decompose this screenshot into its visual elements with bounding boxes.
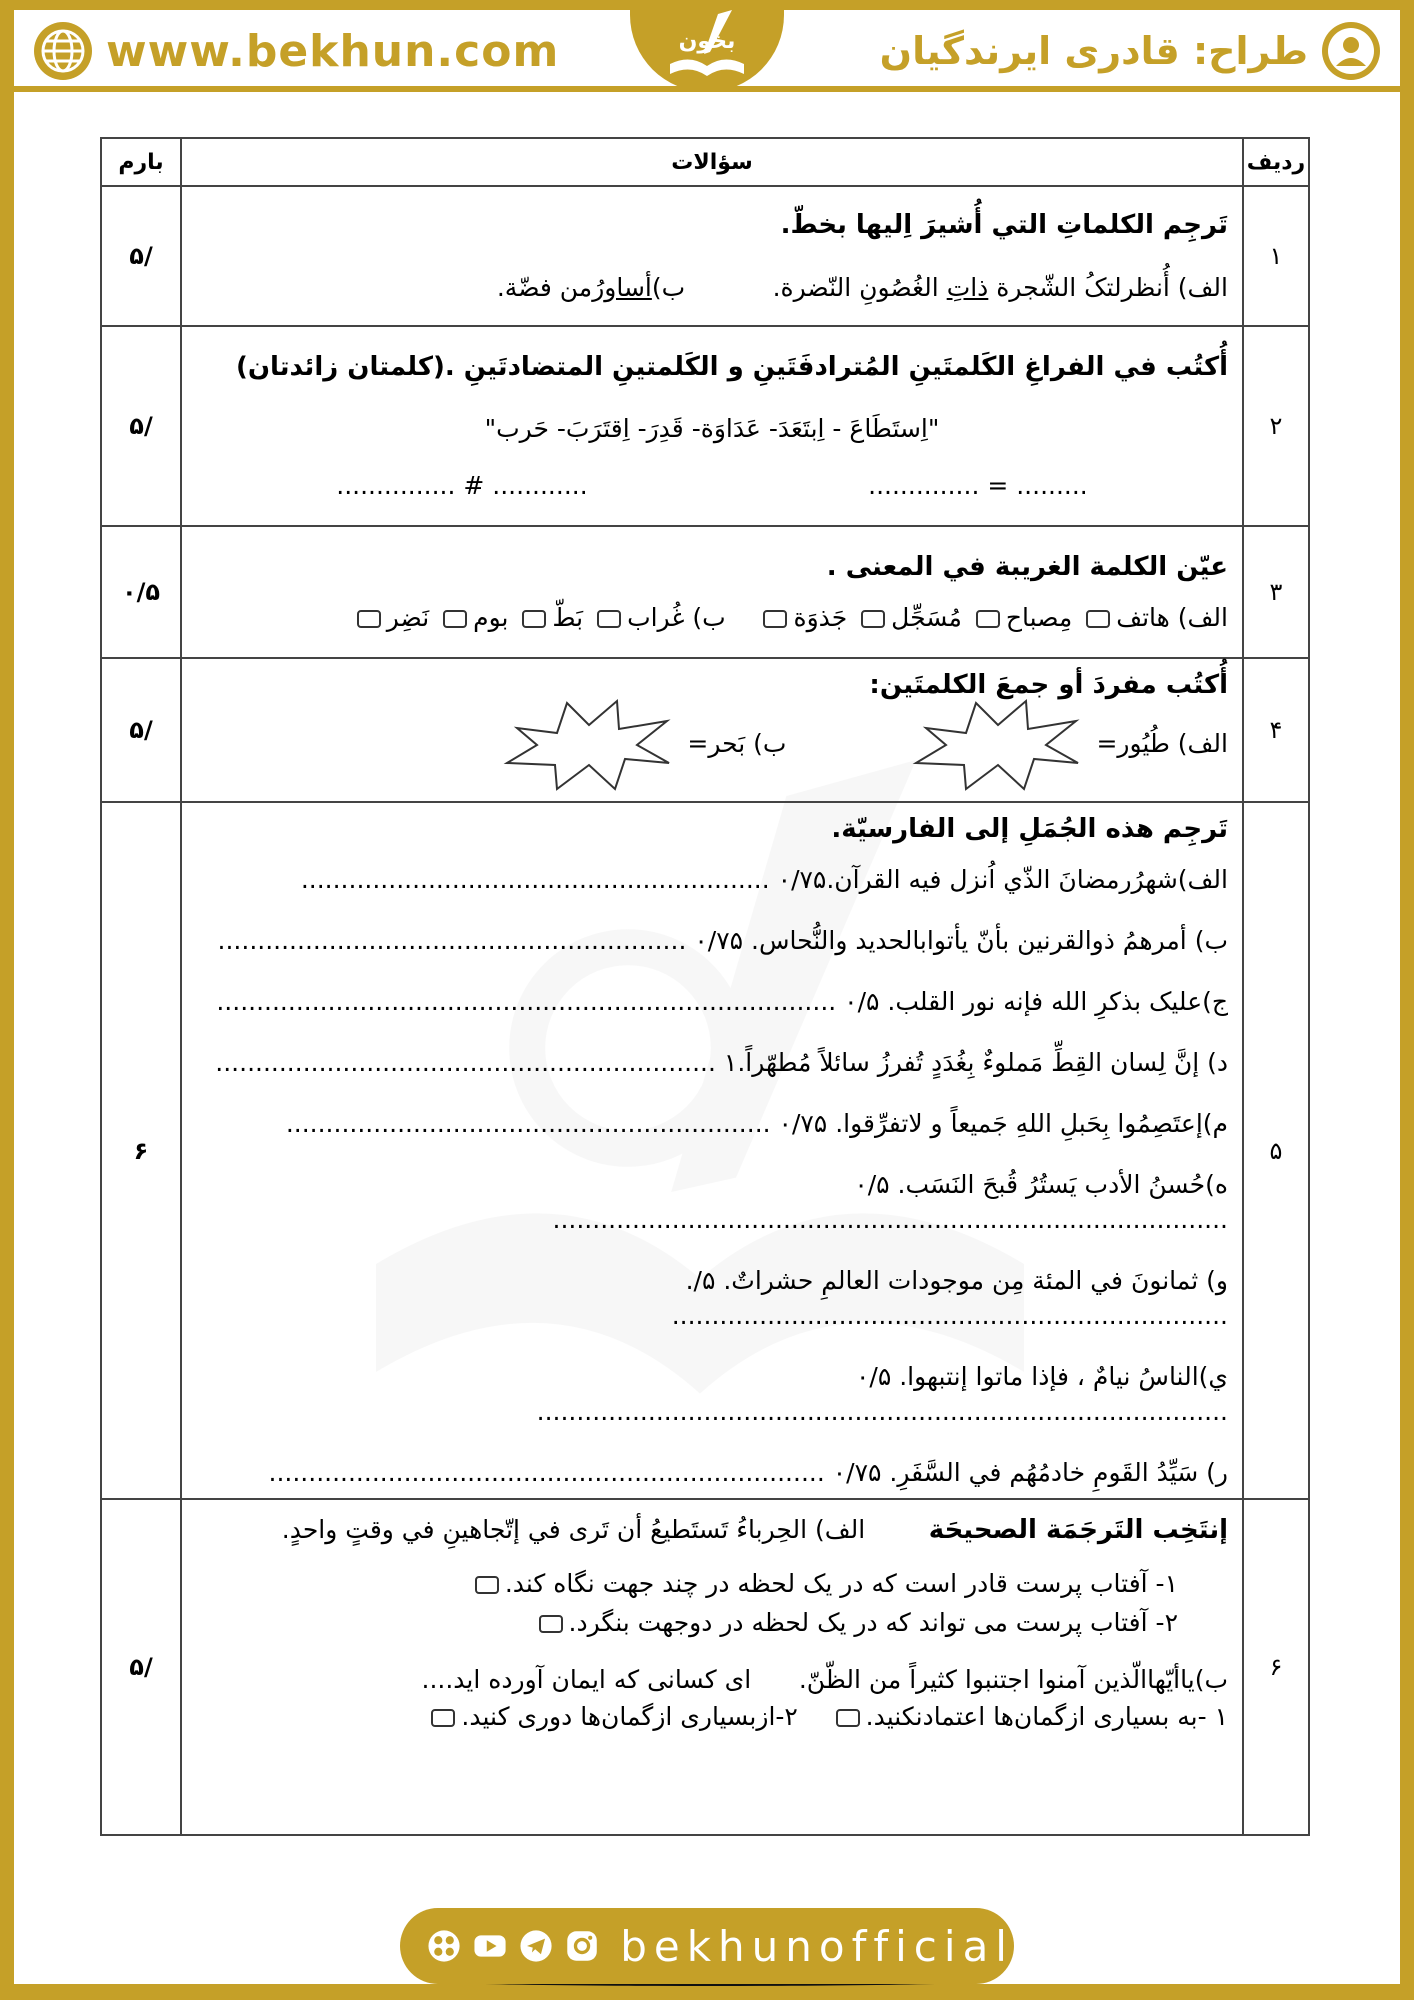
answer-lines — [196, 468, 1228, 503]
question-line — [196, 1512, 1228, 1548]
checkbox[interactable] — [357, 610, 381, 628]
option: بوم — [473, 602, 509, 632]
question-row-1 — [101, 186, 1309, 326]
checkbox[interactable] — [475, 1576, 499, 1594]
part-b-pre: ب) — [651, 272, 686, 302]
antonym-line[interactable]: ............ # ............... — [336, 471, 588, 501]
user-icon — [1320, 20, 1382, 82]
checkbox[interactable] — [976, 610, 1000, 628]
row-number: ۳ — [1243, 526, 1309, 658]
score: ۰/۵ — [101, 526, 181, 658]
question-cell — [181, 526, 1243, 658]
row-number: ۵ — [1243, 802, 1309, 1498]
answer-burst-shape[interactable] — [497, 693, 677, 793]
question-title: أُکتُب مفردَ أو جمعَ الکلمتَین: — [869, 670, 1228, 700]
option-a1 — [196, 1566, 1228, 1601]
part-a-underlined: ذاتِ — [946, 272, 989, 302]
word-bank: "اِستَطَاعَ - اِبتَعَدَ- عَدَاوَة- قَدِرَ- اِقتَرَبَ- حَرب" — [484, 414, 940, 444]
sentence[interactable]: الف)شهرُرمضانَ الذّي اُنزل فیه القرآن.۰/۷۵ ........................................................... — [300, 864, 1228, 894]
row-number: ۱ — [1243, 186, 1309, 326]
answer-burst-shape[interactable] — [906, 693, 1086, 793]
option: بَطّ — [552, 602, 584, 632]
logo-text: بخون — [678, 29, 736, 54]
youtube-icon[interactable] — [472, 1924, 508, 1968]
question-row-5 — [101, 802, 1309, 1498]
row-number: ۶ — [1243, 1499, 1309, 1835]
part-a-post: الغُصُونِ النّضرة. — [772, 272, 947, 302]
score: /۵ — [101, 186, 181, 326]
designer-name: طراح: قادری ایرندگیان — [879, 29, 1308, 73]
part-b-underlined: أساورُ — [592, 272, 652, 302]
checkbox[interactable] — [443, 610, 467, 628]
question-cell — [181, 186, 1243, 326]
row-number: ۴ — [1243, 658, 1309, 802]
question-line — [196, 1662, 1228, 1697]
globe-icon — [32, 20, 94, 82]
question-cell — [181, 1499, 1243, 1835]
header-questions: سؤالات — [181, 138, 1243, 186]
options-b — [196, 1699, 1228, 1734]
sentence[interactable]: ج)علیک بذکرِ الله فإنه نور القلب. ۰/۵ .............................................................................. — [216, 986, 1228, 1016]
question-row-2 — [101, 326, 1309, 526]
sentence-a: الف) الحِرباءُ تَستَطیعُ أن تَری في إتّجاهینِ في وقتٍ واحدٍ. — [281, 1514, 866, 1544]
checkbox[interactable] — [522, 610, 546, 628]
exam-table — [100, 137, 1310, 1836]
sentence[interactable]: ه)حُسنُ الأدب یَستُرُ قُبحَ النَسَب. ۰/۵ ..................................................................................... — [552, 1169, 1228, 1234]
question-cell — [181, 326, 1243, 526]
answers-line — [196, 693, 1228, 793]
site-url[interactable]: www.bekhun.com — [106, 25, 560, 77]
social-handle[interactable]: bekhunofficial — [620, 1921, 1014, 1971]
sentence[interactable]: ر) سَیِّدُ القَومِ خادمُهُم في السَّفَرِ. ۰/۷۵ ...................................................................... — [268, 1457, 1228, 1487]
question-line — [196, 270, 1228, 305]
score: /۵ — [101, 658, 181, 802]
option-text: ۲-ازبسیاری ازگمان‌ها دوری کنید. — [461, 1702, 798, 1732]
checkbox[interactable] — [836, 1709, 860, 1727]
checkbox[interactable] — [1086, 610, 1110, 628]
score: ۶ — [101, 802, 181, 1498]
option: نَضِر — [386, 602, 430, 632]
sentence-b-hint: ای کسانی که ایمان آورده اید.... — [421, 1665, 752, 1695]
question-title: عیّن الکلمة الغریبة في المعنی . — [826, 552, 1228, 583]
part-a: الف) طُیُور= — [1096, 728, 1228, 758]
part-b: ب) بَحر= — [687, 728, 787, 758]
sentence[interactable]: ب) أمرهمُ ذوالقرنین بأنّ یأتوابالحدید والنُّحاس. ۰/۷۵ ........................................................... — [217, 925, 1228, 955]
option-text: ۲- آفتاب پرست می تواند که در یک لحظه در دوجهت بنگرد. — [568, 1608, 1178, 1638]
options-line — [196, 600, 1228, 635]
question-row-6 — [101, 1499, 1309, 1835]
checkbox[interactable] — [861, 610, 885, 628]
checkbox[interactable] — [431, 1709, 455, 1727]
telegram-icon[interactable] — [518, 1924, 554, 1968]
option: جَذوَة — [793, 602, 848, 632]
site-link[interactable] — [32, 20, 559, 82]
option-a2 — [196, 1605, 1228, 1640]
question-title: أُکتُب في الفراغِ الکَلمتَینِ المُترادفَتَینِ و الکَلمتینِ المتضادتَینِ .(کلمتان زائدتان) — [235, 351, 1228, 382]
question-title: إنتَخِب التَرجَمَة الصحیحَة — [928, 1514, 1228, 1545]
sentence-b: ب)یاأیّهاالّذین آمنوا اجتنبوا کثیراً من الظّنّ. — [798, 1665, 1228, 1695]
group-a-label: الف) هاتف — [1116, 602, 1228, 632]
group-b-label: ب) غُراب — [627, 602, 726, 632]
option: مُسَجِّل — [891, 602, 962, 632]
option-text: ۱ -به بسیاری ازگمان‌ها اعتمادنکنید. — [865, 1702, 1228, 1732]
checkbox[interactable] — [763, 610, 787, 628]
part-b-post: من فضّة. — [496, 272, 593, 302]
header-score: بارم — [101, 138, 181, 186]
score: /۵ — [101, 1499, 181, 1835]
checkbox[interactable] — [597, 610, 621, 628]
sentence[interactable]: ي)الناسُ نیامٌ ، فإذا ماتوا إنتبهوا. ۰/۵ ....................................................................................... — [536, 1361, 1228, 1426]
question-row-3 — [101, 526, 1309, 658]
social-footer[interactable] — [400, 1908, 1014, 1984]
question-cell — [181, 658, 1243, 802]
sentence[interactable]: م)إعتَصِمُوا بِحَبلِ اللهِ جَمیعاً و لاتفرِّقوا. ۰/۷۵ ............................................................. — [285, 1108, 1228, 1138]
header-row-number: ردیف — [1243, 138, 1309, 186]
book-pen-icon — [660, 4, 754, 88]
checkbox[interactable] — [539, 1615, 563, 1633]
option: مِصباح — [1005, 602, 1073, 632]
table-header-row — [101, 138, 1309, 186]
instagram-icon[interactable] — [564, 1924, 600, 1968]
sentence[interactable]: د) إنَّ لِسان القِطِّ مَملوءٌ بِغُدَدٍ تُفرزُ سائلاً مُطهّراً.۱ ............................................................... — [215, 1047, 1228, 1077]
question-cell — [181, 802, 1243, 1498]
option-text: ۱- آفتاب پرست قادر است که در یک لحظه در چند جهت نگاه کند. — [504, 1569, 1178, 1599]
aparat-icon[interactable] — [426, 1924, 462, 1968]
question-title: تَرجِم هذه الجُمَلِ إلی الفارسیّة. — [831, 814, 1228, 845]
question-row-4 — [101, 658, 1309, 802]
sentence[interactable]: و) ثمانونَ في المئة مِن موجودات العالمِ حشراتٌ. ۵/. ...................................................................... — [671, 1265, 1228, 1330]
designer-info — [880, 20, 1382, 82]
part-a-pre: الف) أُنظرلتکُ الشّجرة — [988, 272, 1228, 302]
synonym-line[interactable]: ......... = .............. — [868, 471, 1088, 501]
score: /۵ — [101, 326, 181, 526]
question-title: تَرجِم الکلماتِ التي أُشیرَ اِلیها بخطّ. — [780, 210, 1228, 241]
row-number: ۲ — [1243, 326, 1309, 526]
